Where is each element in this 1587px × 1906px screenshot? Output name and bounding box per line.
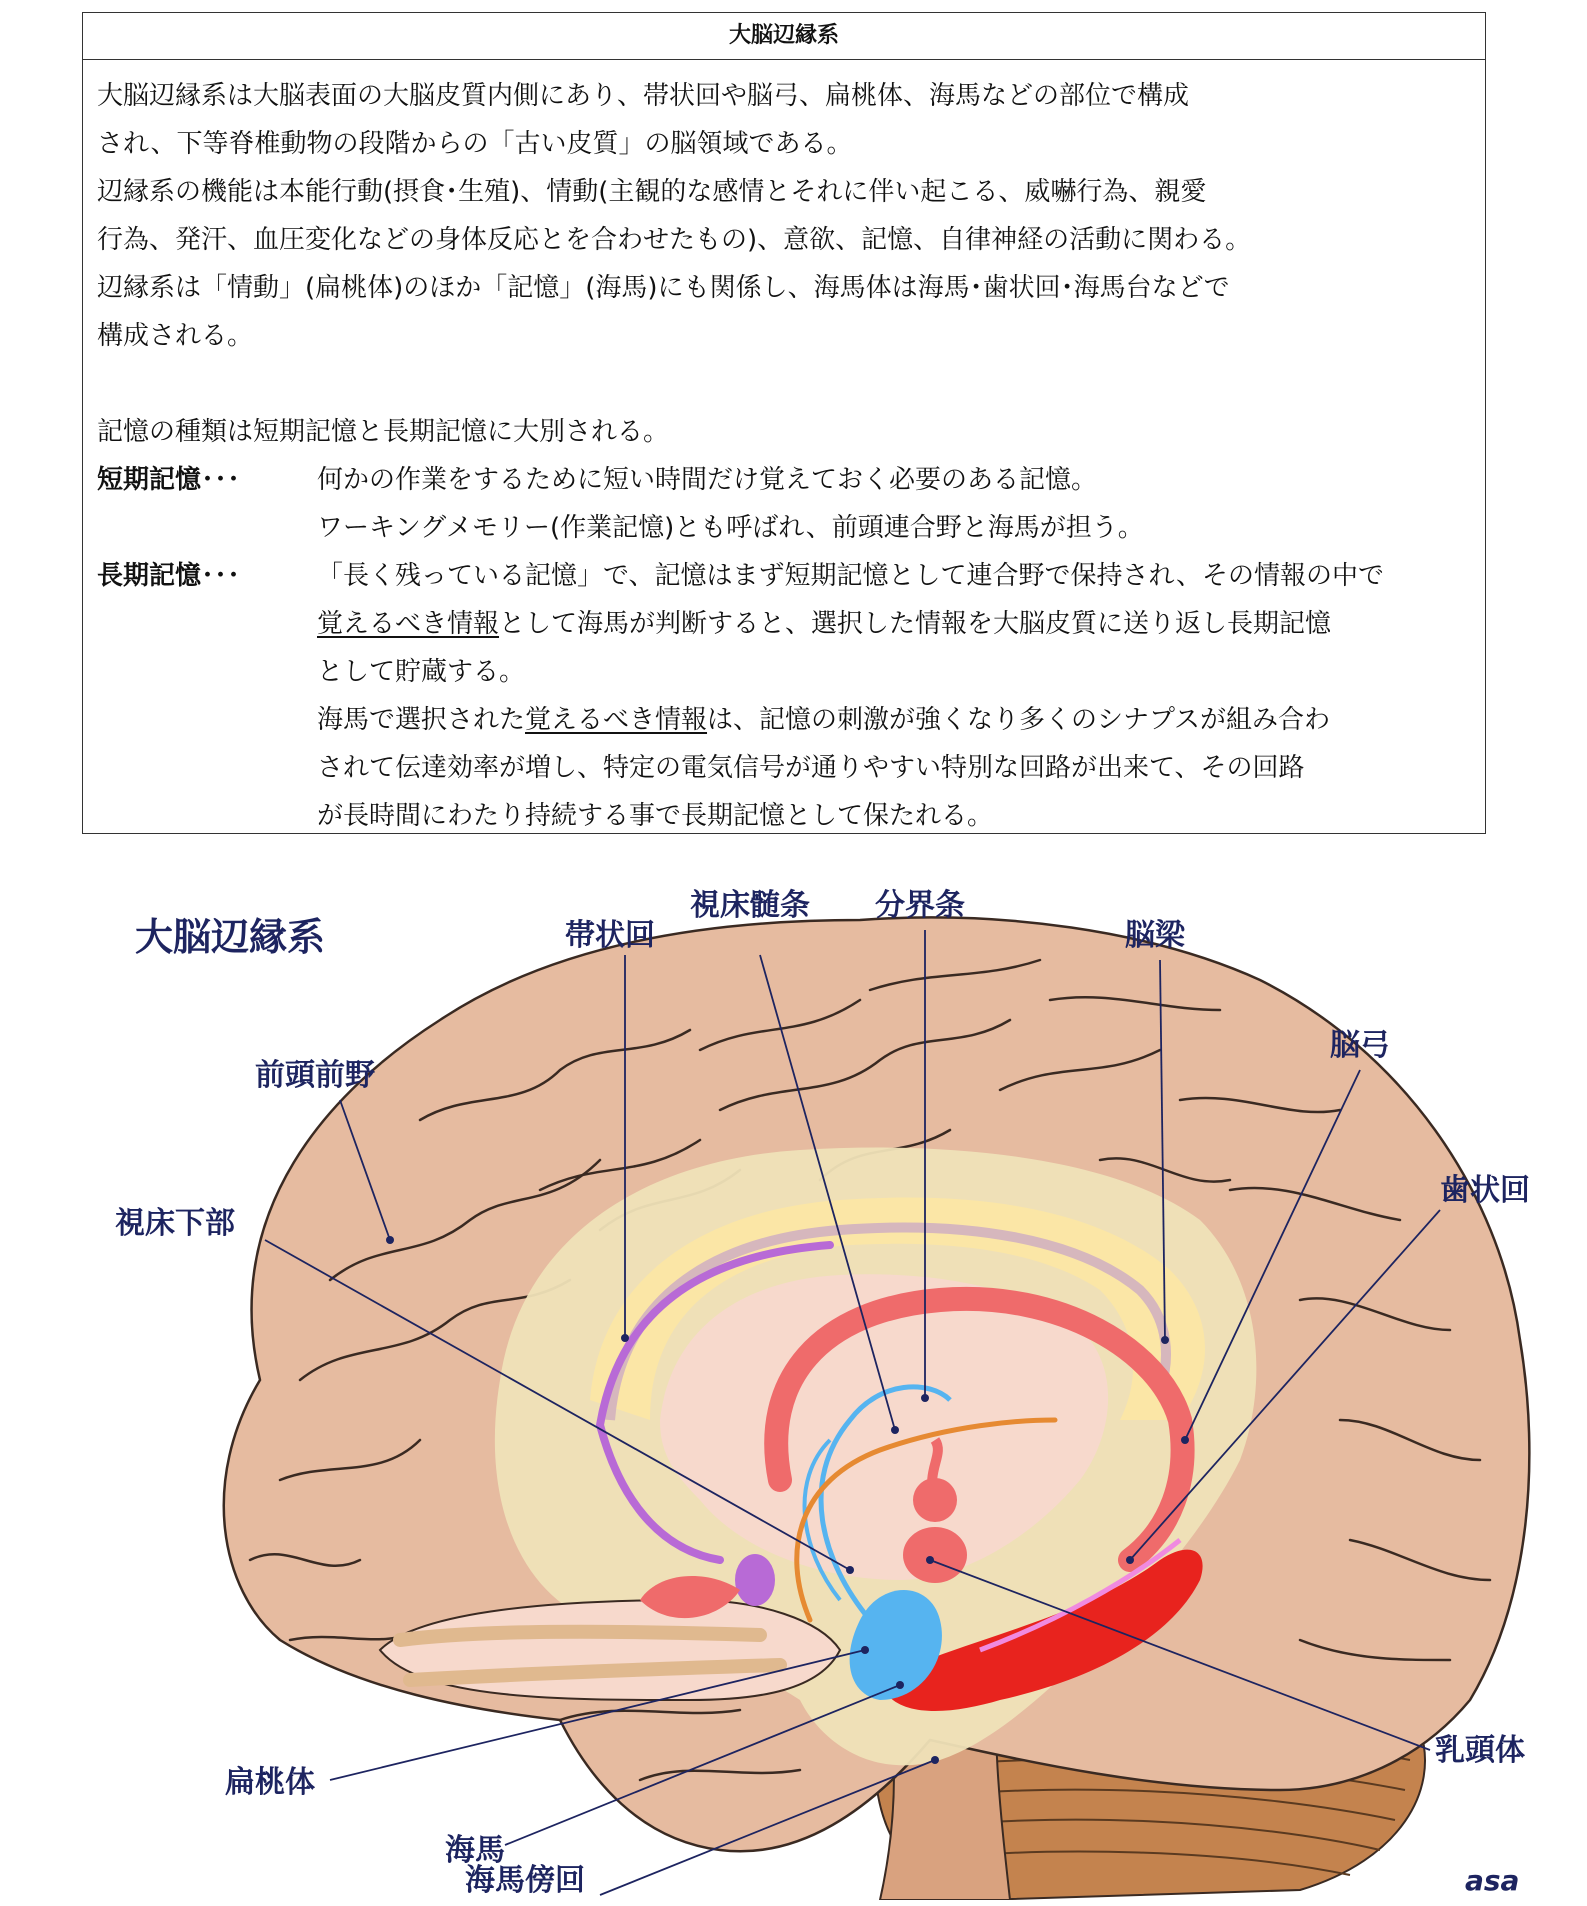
- label-amygdala: 扁桃体: [225, 1765, 315, 1800]
- short-term-definition: [97, 456, 1471, 552]
- short-term-term: 短期記憶: [97, 465, 202, 495]
- spacer: [97, 360, 1471, 408]
- long-term-dots: ･･･: [201, 561, 241, 591]
- label-mammillary: 乳頭体: [1435, 1733, 1525, 1768]
- label-hypothalamus: 視床下部: [115, 1206, 235, 1241]
- label-parahippocampal: 海馬傍回: [465, 1863, 585, 1898]
- intro-line-2: され、下等脊椎動物の段階からの「古い皮質」の脳領域である。: [97, 129, 853, 159]
- label-dentate: 歯状回: [1440, 1173, 1530, 1208]
- label-hippocampus: 海馬: [445, 1833, 505, 1868]
- intro-line-6: 構成される。: [97, 321, 254, 351]
- label-fornix: 脳弓: [1330, 1028, 1390, 1063]
- diagram-title: 大脳辺縁系: [135, 915, 326, 959]
- long-term-line-1: 「長く残っている記憶」で、記憶はまず短期記憶として連合野で保持され、その情報の中で: [317, 561, 1385, 591]
- label-corpus-callosum: 脳梁: [1125, 918, 1185, 953]
- long-term-definition: [97, 552, 1471, 840]
- short-term-line-1: 何かの作業をするために短い時間だけ覚えておく必要のある記憶。: [317, 465, 1098, 495]
- intro-line-3: 辺縁系の機能は本能行動(摂食･生殖)、情動(主観的な感情とそれに伴い起こる、威嚇行為、親愛: [97, 177, 1207, 207]
- underlined-phrase: 覚えるべき情報: [525, 705, 708, 735]
- intro-line-4: 行為、発汗、血圧変化などの身体反応とを合わせたもの)、意欲、記憶、自律神経の活動に関わる。: [97, 225, 1252, 255]
- label-stria-medullaris: 視床髄条: [690, 888, 810, 923]
- underlined-phrase: 覚えるべき情報: [317, 609, 500, 639]
- short-term-line-2: ワーキングメモリー(作業記憶)とも呼ばれ、前頭連合野と海馬が担う。: [317, 513, 1144, 543]
- pineal: [913, 1478, 957, 1522]
- label-cingulate: 帯状回: [565, 918, 655, 953]
- intro-line-1: 大脳辺縁系は大脳表面の大脳皮質内側にあり、帯状回や脳弓、扁桃体、海馬などの部位で構成: [97, 81, 1190, 111]
- long-term-line-6: が長時間にわたり持続する事で長期記憶として保たれる。: [317, 801, 994, 831]
- limbic-system-diagram: [0, 860, 1587, 1900]
- long-term-line-5: されて伝達効率が増し、特定の電気信号が通りやすい特別な回路が出来て、その回路: [317, 753, 1305, 783]
- info-box-body: [83, 60, 1485, 840]
- long-term-term: 長期記憶: [97, 561, 202, 591]
- long-term-line-4: 海馬で選択された覚えるべき情報は、記憶の刺激が強くなり多くのシナプスが組み合わ: [317, 705, 1330, 735]
- info-box-title: 大脳辺縁系: [83, 13, 1485, 60]
- septal-nucleus: [735, 1554, 775, 1606]
- label-stria-terminalis: 分界条: [875, 888, 965, 923]
- short-term-dots: ･･･: [201, 465, 241, 495]
- memory-intro: 記憶の種類は短期記憶と長期記憶に大別される。: [97, 417, 670, 447]
- signature: asa: [1465, 1864, 1520, 1897]
- long-term-line-3: として貯蔵する。: [317, 657, 526, 687]
- long-term-line-2: 覚えるべき情報として海馬が判断すると、選択した情報を大脳皮質に送り返し長期記憶: [317, 609, 1332, 639]
- intro-line-5: 辺縁系は「情動」(扁桃体)のほか「記憶」(海馬)にも関係し、海馬体は海馬･歯状回･海馬台などで: [97, 273, 1230, 303]
- label-prefrontal: 前頭前野: [255, 1058, 375, 1093]
- mammillary-body: [903, 1527, 967, 1583]
- info-box: [82, 12, 1486, 834]
